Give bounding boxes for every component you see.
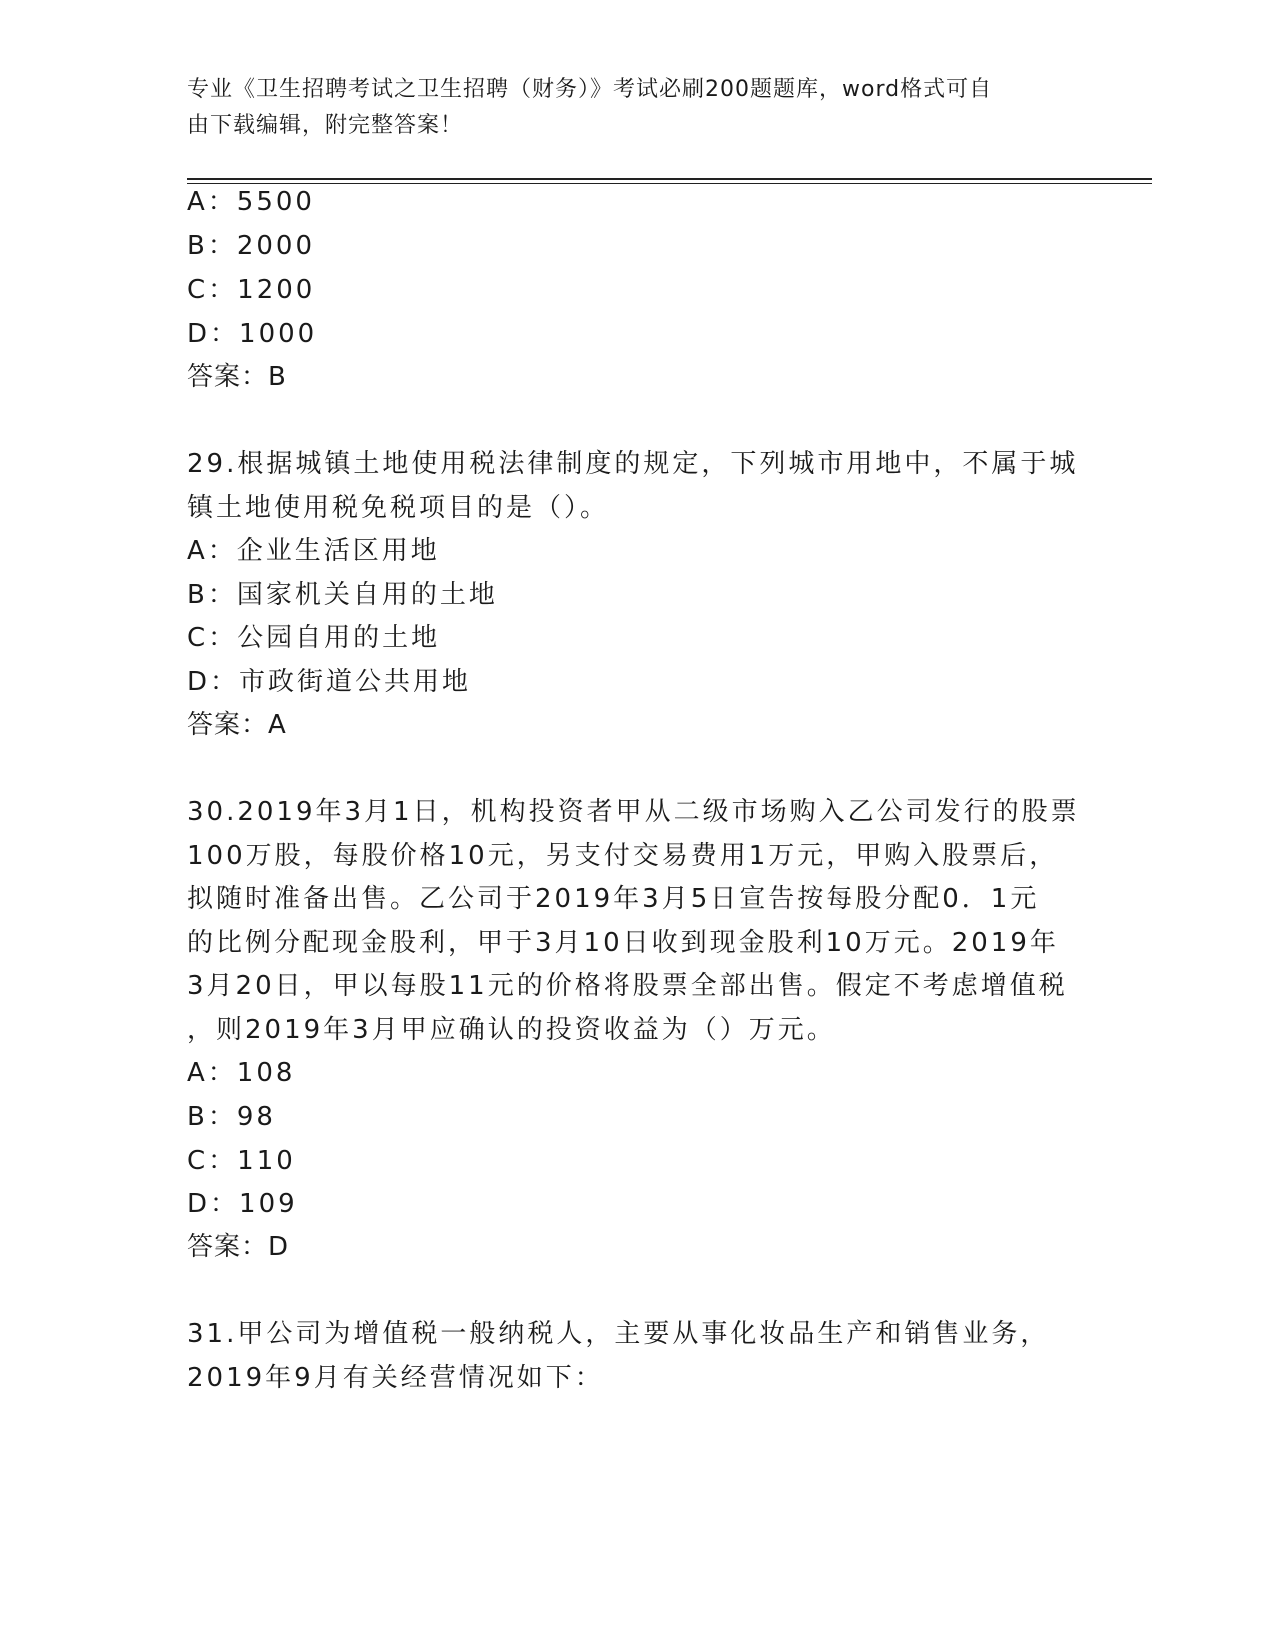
q29-stem-line-2: 镇土地使用税免税项目的是（）。 xyxy=(187,493,610,523)
q28-option-b: B：2000 xyxy=(187,231,316,261)
q30-stem-line-6: ，则2019年3月甲应确认的投资收益为（）万元。 xyxy=(187,1015,836,1045)
q29-answer: 答案：A xyxy=(187,710,287,740)
q30-stem-line-1: 30.2019年3月1日，机构投资者甲从二级市场购入乙公司发行的股票 xyxy=(187,797,1080,827)
q29-option-c: C：公园自用的土地 xyxy=(187,623,441,653)
document-header xyxy=(187,72,1067,144)
q29-option-d: D：市政街道公共用地 xyxy=(187,667,472,697)
q29-stem-line-1: 29.根据城镇土地使用税法律制度的规定，下列城市用地中，不属于城 xyxy=(187,449,1079,479)
q28-option-a: A：5500 xyxy=(187,187,315,217)
q30-option-d: D：109 xyxy=(187,1189,298,1219)
header-rule-thin xyxy=(187,183,1152,184)
q30-answer: 答案：D xyxy=(187,1232,290,1262)
q29-option-a: A：企业生活区用地 xyxy=(187,536,440,566)
q31-stem-line-1: 31.甲公司为增值税一般纳税人，主要从事化妆品生产和销售业务， xyxy=(187,1319,1050,1349)
q28-answer: 答案：B xyxy=(187,362,287,392)
q30-option-b: B：98 xyxy=(187,1102,276,1132)
header-line-2: 由下载编辑，附完整答案！ xyxy=(187,113,464,138)
q31-stem-line-2: 2019年9月有关经营情况如下： xyxy=(187,1363,604,1393)
q30-stem-line-2: 100万股，每股价格10元，另支付交易费用1万元，甲购入股票后， xyxy=(187,841,1059,871)
q30-stem-line-4: 的比例分配现金股利，甲于3月10日收到现金股利10万元。2019年 xyxy=(187,928,1059,958)
q28-option-d: D：1000 xyxy=(187,319,318,349)
q30-option-c: C：110 xyxy=(187,1146,296,1176)
q30-stem-line-5: 3月20日，甲以每股11元的价格将股票全部出售。假定不考虑增值税 xyxy=(187,971,1068,1001)
header-line-1: 专业《卫生招聘考试之卫生招聘（财务）》考试必刷200题题库，word格式可自 xyxy=(187,77,993,102)
header-rule-thick xyxy=(187,178,1152,180)
q30-option-a: A：108 xyxy=(187,1058,296,1088)
q28-option-c: C：1200 xyxy=(187,275,316,305)
q29-option-b: B：国家机关自用的土地 xyxy=(187,580,498,610)
q30-stem-line-3: 拟随时准备出售。乙公司于2019年3月5日宣告按每股分配0．1元 xyxy=(187,884,1040,914)
